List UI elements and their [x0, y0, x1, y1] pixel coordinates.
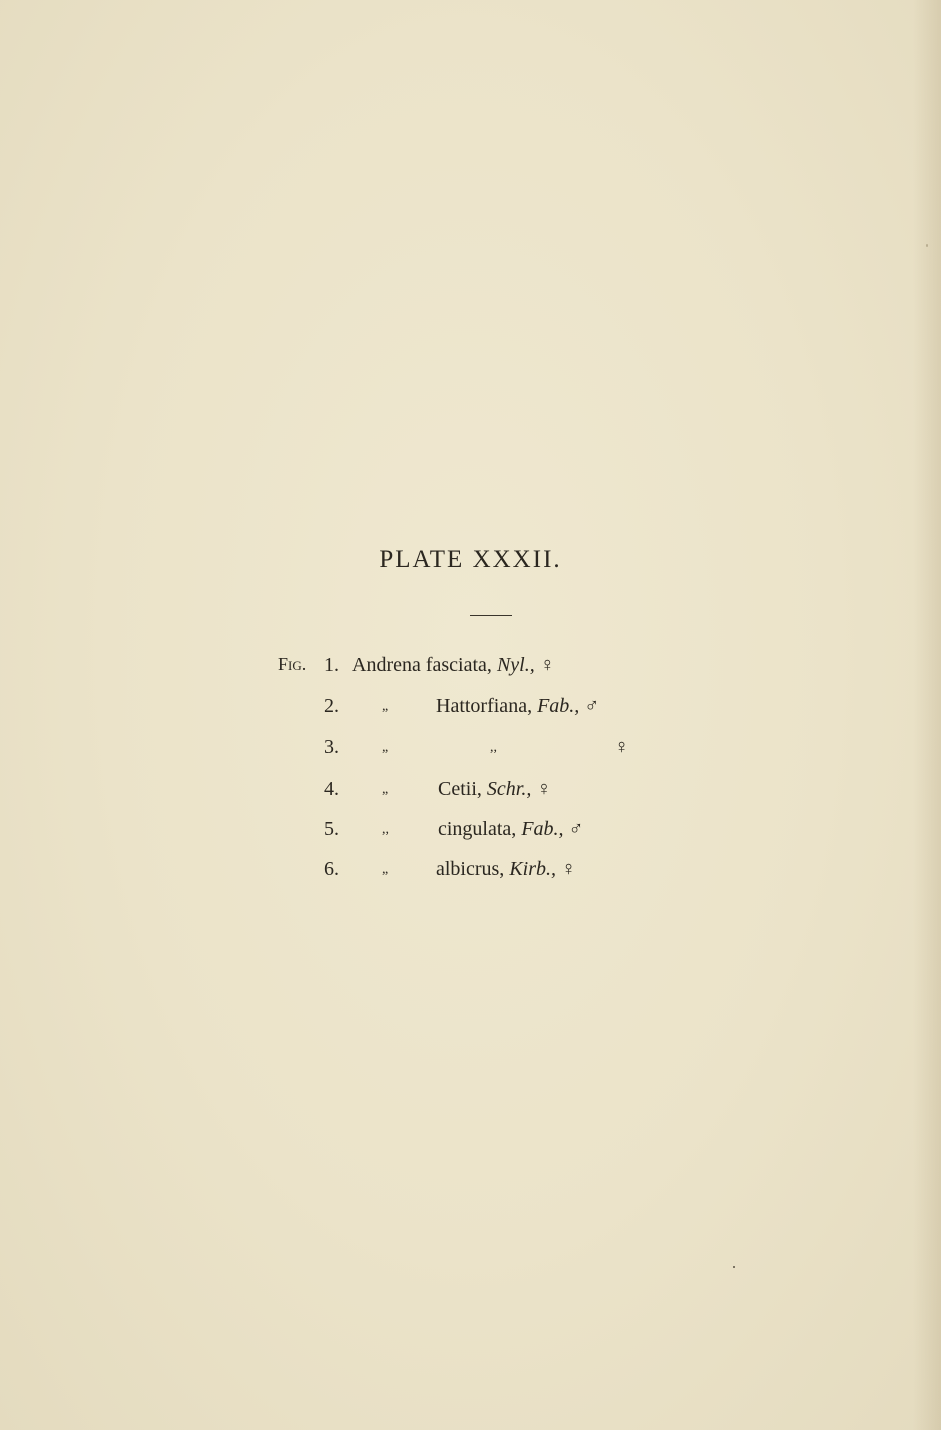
- ditto-mark: „: [382, 699, 389, 714]
- paper-speck: [926, 244, 928, 247]
- figure-entry-2: [0, 695, 941, 725]
- title-rule: [470, 615, 512, 616]
- ditto-mark: ,,: [382, 822, 389, 837]
- figure-entry-6: [0, 858, 941, 888]
- figure-number: 6.: [324, 858, 339, 880]
- species-entry: [438, 818, 584, 841]
- paper-speck: [733, 1266, 735, 1268]
- species-entry: [438, 778, 551, 801]
- ditto-mark: „: [382, 782, 389, 797]
- author-text: Nyl.,: [496, 654, 535, 676]
- author-text: Fab.,: [521, 818, 564, 840]
- author-text: Fab.,: [537, 695, 580, 717]
- sex-symbol: ♀: [539, 654, 555, 676]
- sex-symbol: ♀: [614, 736, 629, 758]
- figure-number: 1.: [324, 654, 339, 676]
- ditto-mark: „: [382, 862, 389, 877]
- species-entry: [436, 695, 599, 718]
- figure-entry-1: [0, 654, 941, 684]
- species-text: fasciata,: [425, 654, 492, 676]
- ditto-species-mark: ,,: [490, 740, 497, 755]
- species-text: Hattorfiana,: [436, 695, 533, 717]
- sex-symbol: ♂: [584, 695, 600, 717]
- plate-title: PLATE XXXII.: [379, 546, 562, 573]
- species-text: Cetii,: [438, 778, 482, 800]
- sex-symbol: ♀: [536, 778, 552, 800]
- figure-number: 2.: [324, 695, 339, 717]
- figure-entry-5: [0, 818, 941, 848]
- author-text: Kirb.,: [509, 858, 556, 880]
- species-text: albicrus,: [436, 858, 505, 880]
- sex-symbol: ♀: [561, 858, 576, 880]
- species-text: cingulata,: [438, 818, 517, 840]
- figure-number: 5.: [324, 818, 339, 840]
- ditto-mark: „: [382, 740, 389, 755]
- figure-entry-3: [0, 736, 941, 766]
- fig-label: Fig.: [278, 654, 307, 674]
- sex-symbol: ♂: [568, 818, 584, 840]
- figure-number: 3.: [324, 736, 339, 758]
- figure-number: 4.: [324, 778, 339, 800]
- author-text: Schr.,: [486, 778, 532, 800]
- genus-text: Andrena: [352, 654, 421, 676]
- genus-name: [352, 654, 555, 677]
- figure-entry-4: [0, 778, 941, 808]
- species-entry: [436, 858, 576, 881]
